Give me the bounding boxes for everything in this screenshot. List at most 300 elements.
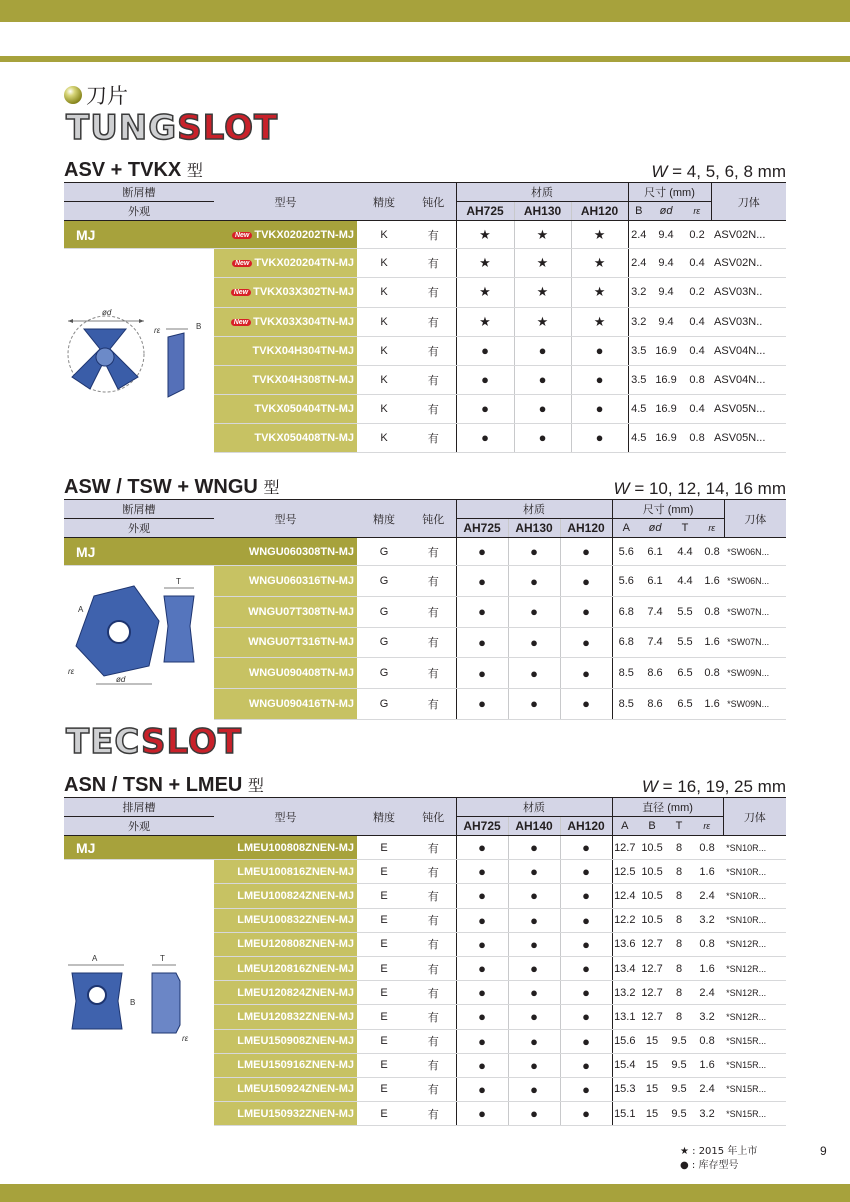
grade-header: AH130 — [508, 519, 560, 538]
dim-header: rε — [691, 817, 723, 836]
honing-cell: 有 — [411, 249, 456, 278]
dimension-value: 5.6 — [612, 566, 640, 597]
dimension-value: 7.4 — [640, 627, 670, 658]
dimension-value: 4.5 — [628, 423, 649, 452]
availability-mark: ● — [508, 1102, 560, 1126]
model-cell — [214, 956, 357, 980]
dimension-value: 1.6 — [700, 688, 724, 719]
dimension-value: 2.4 — [691, 1077, 723, 1101]
grade-header: AH725 — [456, 817, 508, 836]
dimension-value: 0.2 — [683, 278, 711, 307]
availability-mark: ● — [560, 566, 612, 597]
dimension-value: 5.6 — [612, 538, 640, 566]
model-cell — [214, 908, 357, 932]
precision-cell: K — [357, 394, 411, 423]
dimension-value: 6.8 — [612, 596, 640, 627]
model-code: LMEU120832ZNEN-MJ — [237, 1010, 354, 1023]
availability-mark: ● — [508, 1005, 560, 1029]
availability-mark: ● — [456, 336, 514, 365]
radius-label: rε — [182, 1034, 189, 1044]
holder-cell: *SN15R... — [723, 1077, 786, 1101]
model-code: LMEU100816ZNEN-MJ — [237, 865, 354, 878]
availability-mark: ● — [560, 688, 612, 719]
grade-header: AH725 — [456, 202, 514, 221]
holder-cell: ASV05N... — [711, 423, 786, 452]
dimension-value: 1.6 — [691, 860, 723, 884]
dimension-value: 4.5 — [628, 394, 649, 423]
tecslot-logo: TECSLOT — [66, 722, 243, 762]
header-holder: 刀体 — [723, 798, 786, 836]
dimension-value: 0.4 — [683, 394, 711, 423]
honing-cell: 有 — [411, 1077, 456, 1101]
holder-cell: ASV05N... — [711, 394, 786, 423]
dimension-value: 8.5 — [612, 688, 640, 719]
availability-mark: ● — [560, 860, 612, 884]
model-cell — [214, 365, 357, 394]
dimension-value: 0.8 — [691, 836, 723, 860]
honing-cell: 有 — [411, 566, 456, 597]
model-code: TVKX050408TN-MJ — [254, 431, 354, 444]
header-model: 型号 — [214, 500, 357, 538]
dimension-value: 12.7 — [612, 836, 637, 860]
precision-cell: E — [357, 1005, 411, 1029]
precision-cell: E — [357, 932, 411, 956]
dimension-value: 9.5 — [667, 1029, 691, 1053]
availability-mark: ● — [456, 365, 514, 394]
dimension-value: 5.5 — [670, 596, 700, 627]
availability-mark: ● — [508, 956, 560, 980]
model-code: LMEU100832ZNEN-MJ — [237, 914, 354, 927]
dimension-value: 13.1 — [612, 1005, 637, 1029]
header-material: 材质 — [456, 798, 612, 817]
honing-cell: 有 — [411, 365, 456, 394]
dimension-value: 13.6 — [612, 932, 637, 956]
honing-cell: 有 — [411, 688, 456, 719]
honing-cell: 有 — [411, 908, 456, 932]
dimension-value: 8 — [667, 981, 691, 1005]
header-honing: 钝化 — [411, 500, 456, 538]
insert-image-cell — [64, 860, 214, 1126]
availability-mark: ● — [508, 1029, 560, 1053]
section-title-row: ASN / TSN + LMEU 型 W = 16, 19, 25 mm — [64, 774, 786, 796]
honing-cell: 有 — [411, 884, 456, 908]
table-row — [64, 249, 786, 278]
radius-label: rε — [68, 667, 75, 677]
model-code: LMEU150908ZNEN-MJ — [237, 1035, 354, 1048]
dimension-value: 3.2 — [628, 278, 649, 307]
dimension-value: 9.4 — [649, 221, 683, 249]
model-cell — [214, 932, 357, 956]
availability-mark: ● — [456, 658, 508, 689]
holder-cell: *SN10R... — [723, 884, 786, 908]
diameter-label: ød — [116, 675, 126, 685]
a-label: A — [92, 954, 98, 964]
precision-cell: K — [357, 249, 411, 278]
holder-cell: ASV03N.. — [711, 278, 786, 307]
availability-mark: ● — [456, 981, 508, 1005]
availability-mark: ● — [456, 932, 508, 956]
model-code: WNGU060316TN-MJ — [248, 575, 354, 588]
precision-cell: G — [357, 688, 411, 719]
dimension-value: 2.4 — [691, 884, 723, 908]
holder-cell: *SW07N... — [724, 627, 786, 658]
dimension-value: 16.9 — [649, 336, 683, 365]
availability-mark: ● — [514, 365, 571, 394]
dimension-value: 8 — [667, 884, 691, 908]
dimension-value: 0.8 — [700, 658, 724, 689]
dimension-value: 13.2 — [612, 981, 637, 1005]
heading-text: 刀片 — [86, 84, 128, 108]
availability-mark: ● — [560, 981, 612, 1005]
dimension-value: 15.4 — [612, 1053, 637, 1077]
dimension-value: 9.5 — [667, 1102, 691, 1126]
dimension-value: 3.2 — [691, 908, 723, 932]
dim-header: B — [628, 202, 649, 221]
section-tvkx — [64, 156, 786, 453]
grade-header: AH120 — [571, 202, 628, 221]
precision-cell: G — [357, 538, 411, 566]
dimension-value: 12.7 — [637, 956, 667, 980]
honing-cell: 有 — [411, 658, 456, 689]
honing-cell: 有 — [411, 1102, 456, 1126]
dimension-value: 0.8 — [691, 932, 723, 956]
dimension-value: 12.7 — [637, 981, 667, 1005]
model-code: LMEU120816ZNEN-MJ — [237, 962, 354, 975]
section-title: ASW / TSW + WNGU — [64, 476, 258, 498]
model-code: WNGU07T316TN-MJ — [248, 636, 354, 649]
dimension-value: 12.2 — [612, 908, 637, 932]
model-cell — [214, 394, 357, 423]
dimension-value: 9.4 — [649, 249, 683, 278]
dimension-value: 0.8 — [700, 596, 724, 627]
lmeu-table — [64, 797, 786, 1126]
chipbreaker-mj-label: MJ — [64, 221, 214, 249]
availability-mark: ● — [508, 596, 560, 627]
availability-mark: ● — [560, 1005, 612, 1029]
holder-cell: *SW07N... — [724, 596, 786, 627]
header-model: 型号 — [214, 798, 357, 836]
dimension-value: 0.2 — [683, 221, 711, 249]
availability-mark: ● — [456, 860, 508, 884]
honing-cell: 有 — [411, 423, 456, 452]
honing-cell: 有 — [411, 1053, 456, 1077]
model-code: WNGU060308TN-MJ — [248, 545, 354, 558]
dimension-value: 12.7 — [637, 932, 667, 956]
width-range: W = 10, 12, 14, 16 mm — [613, 479, 786, 498]
availability-mark: ● — [508, 566, 560, 597]
precision-cell: E — [357, 836, 411, 860]
dimension-value: 8 — [667, 956, 691, 980]
top-band — [0, 0, 850, 22]
dimension-value: 16.9 — [649, 423, 683, 452]
model-cell — [214, 981, 357, 1005]
model-cell — [214, 1053, 357, 1077]
dim-header: rε — [700, 519, 724, 538]
b-label: B — [196, 322, 202, 332]
header-dims: 直径 (mm) — [612, 798, 723, 817]
model-cell — [214, 1077, 357, 1101]
dimension-value: 6.8 — [612, 627, 640, 658]
holder-cell: *SN12R... — [723, 1005, 786, 1029]
model-code: LMEU120824ZNEN-MJ — [237, 986, 354, 999]
precision-cell: K — [357, 423, 411, 452]
dimension-value: 10.5 — [637, 860, 667, 884]
legend-dot: ● : 库存型号 — [680, 1160, 739, 1171]
table-row — [64, 538, 786, 566]
grade-header: AH140 — [508, 817, 560, 836]
model-cell — [214, 423, 357, 452]
insert-image-cell — [64, 566, 214, 720]
honing-cell: 有 — [411, 1005, 456, 1029]
model-code: TVKX020202TN-MJ — [254, 228, 354, 241]
holder-cell: *SN12R... — [723, 981, 786, 1005]
model-cell — [214, 658, 357, 689]
model-code: LMEU100808ZNEN-MJ — [237, 841, 354, 854]
dimension-value: 15 — [637, 1053, 667, 1077]
width-range: W = 16, 19, 25 mm — [641, 777, 786, 796]
header-honing: 钝化 — [411, 183, 456, 221]
model-cell — [214, 1005, 357, 1029]
holder-cell: *SN15R... — [723, 1102, 786, 1126]
header-appearance: 外观 — [64, 519, 214, 538]
model-code: TVKX04H304TN-MJ — [252, 344, 354, 357]
availability-mark: ● — [456, 627, 508, 658]
precision-cell: E — [357, 1029, 411, 1053]
dim-header: ød — [640, 519, 670, 538]
dimension-value: 9.4 — [649, 278, 683, 307]
top-thin-band — [0, 56, 850, 62]
dimension-value: 8 — [667, 836, 691, 860]
precision-cell: K — [357, 278, 411, 307]
model-cell — [214, 884, 357, 908]
t-label: T — [176, 577, 181, 587]
model-cell — [214, 1102, 357, 1126]
dimension-value: 10.5 — [637, 908, 667, 932]
model-code: WNGU090416TN-MJ — [248, 697, 354, 710]
availability-mark: ● — [508, 836, 560, 860]
dimension-value: 3.5 — [628, 336, 649, 365]
dimension-value: 12.4 — [612, 884, 637, 908]
model-cell — [214, 307, 357, 336]
table-row — [64, 566, 786, 597]
availability-mark: ● — [560, 627, 612, 658]
dimension-value: 3.2 — [628, 307, 649, 336]
dimension-value: 0.4 — [683, 307, 711, 336]
model-cell — [214, 221, 357, 249]
dim-header: A — [612, 817, 637, 836]
availability-mark: ★ — [571, 307, 628, 336]
honing-cell: 有 — [411, 336, 456, 365]
dimension-value: 8 — [667, 860, 691, 884]
honing-cell: 有 — [411, 307, 456, 336]
section-title: ASN / TSN + LMEU — [64, 774, 243, 796]
honing-cell: 有 — [411, 627, 456, 658]
radius-label: rε — [154, 326, 161, 336]
availability-mark: ● — [456, 884, 508, 908]
availability-mark: ● — [560, 908, 612, 932]
table-row — [64, 221, 786, 249]
model-cell — [214, 278, 357, 307]
holder-cell: *SN10R... — [723, 908, 786, 932]
section-heading — [64, 80, 128, 110]
legend-star: ★ : 2015 年上市 — [680, 1146, 758, 1157]
model-cell — [214, 538, 357, 566]
dimension-value: 2.4 — [628, 221, 649, 249]
model-cell — [214, 860, 357, 884]
header-honing: 钝化 — [411, 798, 456, 836]
availability-mark: ● — [456, 566, 508, 597]
holder-cell: ASV04N... — [711, 336, 786, 365]
availability-mark: ● — [560, 1029, 612, 1053]
honing-cell: 有 — [411, 836, 456, 860]
dimension-value: 0.8 — [700, 538, 724, 566]
tungslot-logo: TUNGSLOT — [66, 108, 279, 148]
holder-cell: ASV02N.. — [711, 249, 786, 278]
header-dims: 尺寸 (mm) — [612, 500, 724, 519]
dimension-value: 8 — [667, 1005, 691, 1029]
holder-cell: *SN10R... — [723, 860, 786, 884]
dimension-value: 3.5 — [628, 365, 649, 394]
new-badge: New — [232, 232, 252, 239]
precision-cell: K — [357, 221, 411, 249]
wngu-table — [64, 499, 786, 720]
availability-mark: ● — [456, 836, 508, 860]
holder-cell: *SW06N... — [724, 538, 786, 566]
availability-mark: ● — [508, 538, 560, 566]
dimension-value: 15.3 — [612, 1077, 637, 1101]
holder-cell: *SW09N... — [724, 688, 786, 719]
availability-mark: ● — [571, 423, 628, 452]
model-code: TVKX020204TN-MJ — [254, 257, 354, 270]
header-material: 材质 — [456, 183, 628, 202]
model-cell — [214, 688, 357, 719]
new-badge: New — [231, 319, 251, 326]
availability-mark: ★ — [514, 278, 571, 307]
availability-mark: ● — [456, 1102, 508, 1126]
dimension-value: 15.1 — [612, 1102, 637, 1126]
dimension-value: 6.1 — [640, 538, 670, 566]
availability-mark: ● — [508, 932, 560, 956]
grade-header: AH120 — [560, 519, 612, 538]
availability-mark: ● — [456, 956, 508, 980]
availability-mark: ★ — [571, 249, 628, 278]
a-label: A — [78, 605, 84, 615]
insert-image-cell — [64, 249, 214, 453]
availability-mark: ● — [508, 627, 560, 658]
header-precision: 精度 — [357, 798, 411, 836]
dimension-value: 0.8 — [683, 365, 711, 394]
section-wngu — [64, 473, 786, 720]
dimension-value: 9.5 — [667, 1077, 691, 1101]
dim-header: B — [637, 817, 667, 836]
availability-mark: ● — [560, 836, 612, 860]
dimension-value: 5.5 — [670, 627, 700, 658]
dimension-value: 16.9 — [649, 365, 683, 394]
dimension-value: 16.9 — [649, 394, 683, 423]
section-title-row: ASW / TSW + WNGU 型 W = 10, 12, 14, 16 mm — [64, 476, 786, 498]
availability-mark: ● — [560, 932, 612, 956]
model-code: LMEU120808ZNEN-MJ — [237, 938, 354, 951]
honing-cell: 有 — [411, 1029, 456, 1053]
availability-mark: ● — [514, 394, 571, 423]
dimension-value: 0.8 — [683, 423, 711, 452]
dimension-value: 6.5 — [670, 658, 700, 689]
dimension-value: 8 — [667, 908, 691, 932]
honing-cell: 有 — [411, 956, 456, 980]
precision-cell: E — [357, 908, 411, 932]
dimension-value: 12.5 — [612, 860, 637, 884]
grade-header: AH120 — [560, 817, 612, 836]
dimension-value: 0.4 — [683, 249, 711, 278]
header-precision: 精度 — [357, 500, 411, 538]
tvkx-insert-diagram — [64, 249, 214, 449]
availability-mark: ★ — [514, 307, 571, 336]
precision-cell: E — [357, 1053, 411, 1077]
dimension-value: 1.6 — [691, 1053, 723, 1077]
width-range: W = 4, 5, 6, 8 mm — [651, 162, 786, 181]
model-cell — [214, 249, 357, 278]
precision-cell: K — [357, 307, 411, 336]
dim-header: A — [612, 519, 640, 538]
tvkx-table — [64, 182, 786, 453]
model-code: TVKX050404TN-MJ — [254, 402, 354, 415]
page-number: 9 — [820, 1144, 827, 1158]
b-label: B — [130, 998, 136, 1008]
model-cell — [214, 627, 357, 658]
availability-mark: ● — [560, 1102, 612, 1126]
availability-mark: ● — [560, 884, 612, 908]
precision-cell: G — [357, 627, 411, 658]
dimension-value: 0.8 — [691, 1029, 723, 1053]
model-cell — [214, 336, 357, 365]
availability-mark: ● — [560, 1053, 612, 1077]
header-precision: 精度 — [357, 183, 411, 221]
dimension-value: 8.5 — [612, 658, 640, 689]
holder-cell: *SN10R... — [723, 836, 786, 860]
new-badge: New — [232, 260, 252, 267]
precision-cell: G — [357, 596, 411, 627]
dimension-value: 8 — [667, 932, 691, 956]
availability-mark: ★ — [456, 307, 514, 336]
availability-mark: ● — [508, 860, 560, 884]
availability-mark: ● — [508, 1053, 560, 1077]
wngu-insert-diagram — [64, 566, 214, 716]
dim-header: T — [670, 519, 700, 538]
availability-mark: ● — [514, 336, 571, 365]
availability-mark: ● — [560, 596, 612, 627]
header-chipbreaker: 排屑槽 — [64, 798, 214, 817]
dimension-value: 15 — [637, 1102, 667, 1126]
honing-cell: 有 — [411, 394, 456, 423]
bullet-ball-icon — [64, 86, 82, 104]
table-row — [64, 836, 786, 860]
precision-cell: K — [357, 336, 411, 365]
availability-mark: ● — [571, 365, 628, 394]
availability-mark: ● — [456, 1077, 508, 1101]
dimension-value: 1.6 — [691, 956, 723, 980]
precision-cell: K — [357, 365, 411, 394]
header-holder: 刀体 — [724, 500, 786, 538]
precision-cell: E — [357, 1102, 411, 1126]
dimension-value: 13.4 — [612, 956, 637, 980]
availability-mark: ★ — [456, 249, 514, 278]
table-row — [64, 860, 786, 884]
dim-header: T — [667, 817, 691, 836]
model-code: WNGU07T308TN-MJ — [248, 605, 354, 618]
precision-cell: G — [357, 658, 411, 689]
availability-mark: ● — [508, 658, 560, 689]
model-code: TVKX04H308TN-MJ — [252, 373, 354, 386]
